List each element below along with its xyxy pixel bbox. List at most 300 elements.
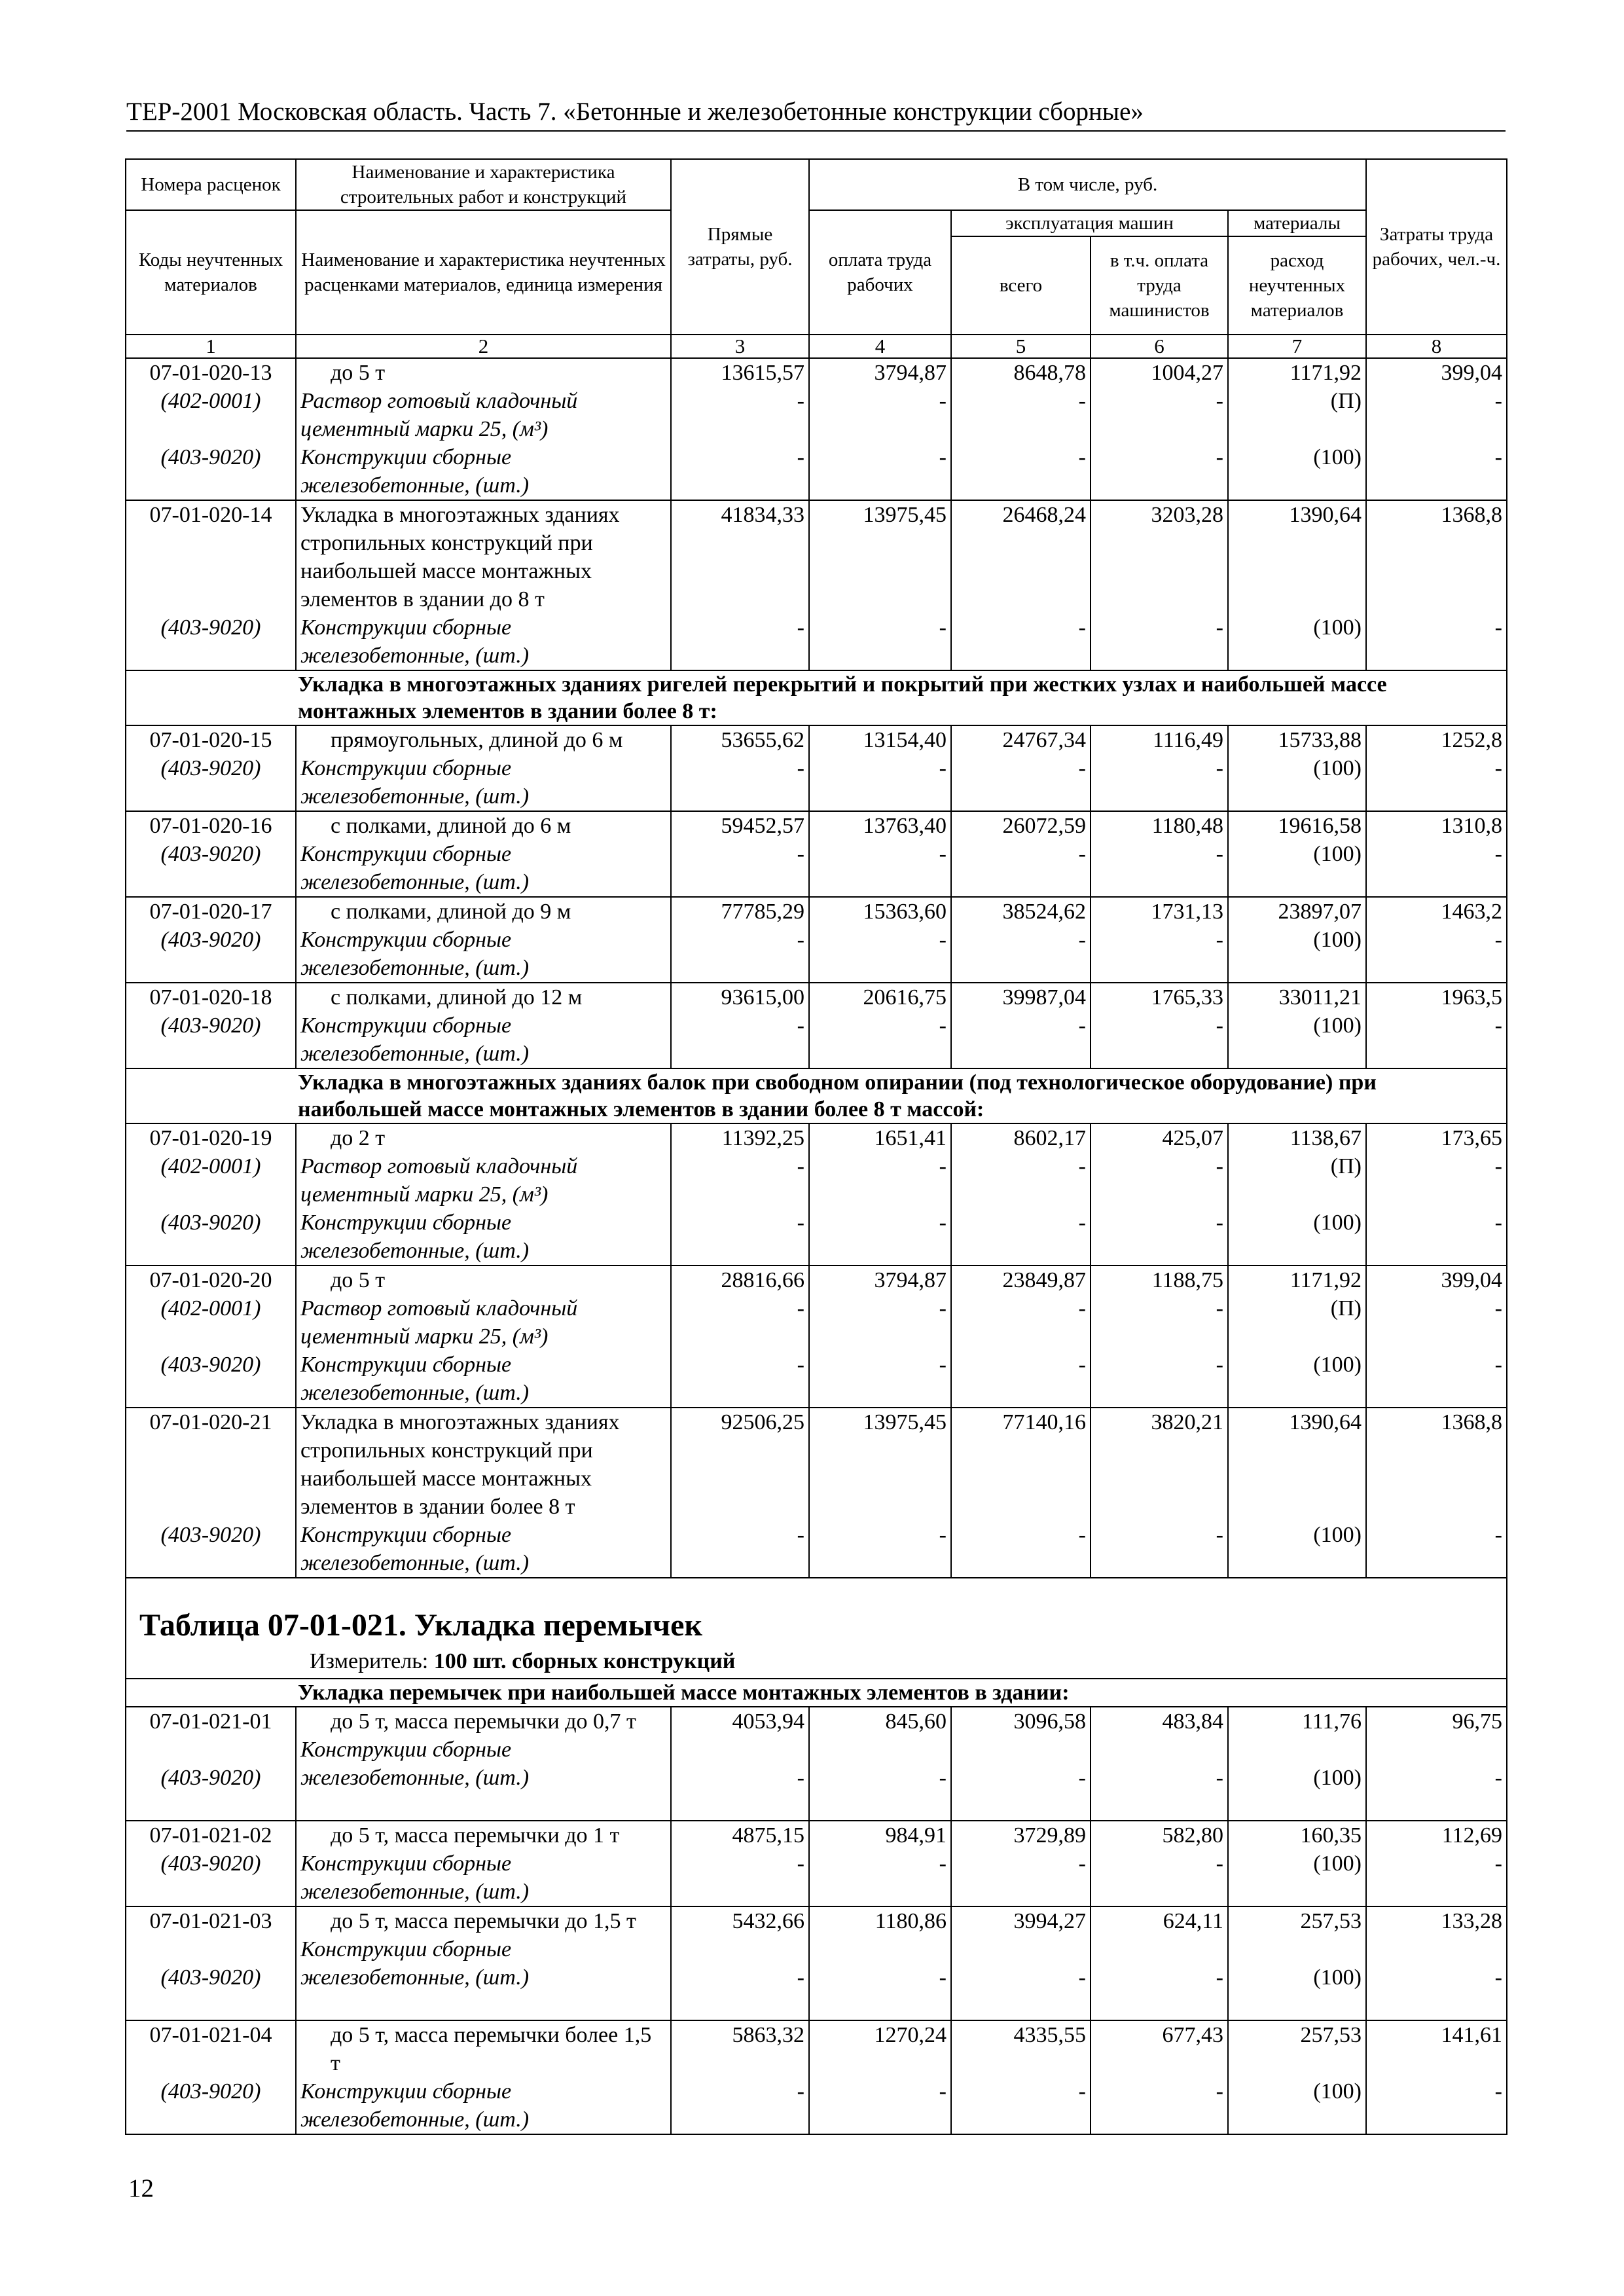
value-cell: [671, 2020, 809, 2134]
rate-row: [126, 1123, 1507, 1266]
rates-table: [125, 158, 1507, 2135]
rate-code-cell: [126, 897, 296, 983]
value-cell: [671, 1266, 809, 1408]
material-quantity: (100): [1313, 928, 1362, 952]
material-name: Конструкции сборные железобетонные, (шт.): [300, 1523, 530, 1575]
dash: -: [1216, 1851, 1223, 1876]
value-cell: [1091, 1707, 1228, 1821]
rate-value: 1390,64: [1289, 1410, 1362, 1434]
material-code: (402-0001): [160, 389, 261, 413]
rate-value: 1180,86: [875, 1909, 947, 1933]
dash: -: [1078, 928, 1086, 952]
rate-row: [126, 1821, 1507, 1906]
col1-bottom-header: Коды неучтенных материалов: [126, 210, 296, 335]
line-spacer: [956, 1792, 1086, 1820]
rate-value: 1463,2: [1441, 900, 1502, 924]
line-spacer: [1371, 557, 1502, 585]
rate-value: 141,61: [1441, 2023, 1502, 2047]
value-cell: [1228, 2020, 1366, 2134]
rate-row: [126, 897, 1507, 983]
material-name: Раствор готовый кладочный цементный марки 25, (м³): [300, 1296, 578, 1349]
value-cell: [1366, 1707, 1507, 1821]
dash: -: [1216, 1013, 1223, 1038]
rate-value: 13154,40: [863, 728, 947, 752]
value-cell: [1091, 1266, 1228, 1408]
value-cell: [1091, 983, 1228, 1068]
rate-value: 39987,04: [1002, 985, 1086, 1010]
line-spacer: [956, 471, 1086, 500]
value-cell: [1366, 1408, 1507, 1578]
line-spacer: [814, 1736, 947, 1764]
line-spacer: [1095, 1878, 1223, 1906]
rate-value: 92506,25: [721, 1410, 804, 1434]
rate-value: 77140,16: [1002, 1410, 1086, 1434]
dash: -: [797, 756, 804, 780]
line-spacer: [676, 1493, 804, 1521]
value-cell: [1366, 500, 1507, 670]
value-cell: [951, 1906, 1091, 2020]
line-spacer: [1371, 1878, 1502, 1906]
col-number: 3: [671, 335, 809, 358]
rate-value: 111,76: [1302, 1709, 1362, 1734]
line-spacer: [1233, 642, 1362, 670]
rate-value: 13615,57: [721, 361, 804, 385]
value-cell: [671, 1906, 809, 2020]
line-spacer: [130, 2105, 291, 2134]
dash: -: [1216, 445, 1223, 469]
material-name: Конструкции сборные железобетонные, (шт.): [300, 1013, 530, 1066]
rate-code-cell: [126, 725, 296, 811]
line-spacer: [814, 529, 947, 557]
col7-header: расход неучтенных материалов: [1228, 236, 1366, 335]
dash: -: [797, 389, 804, 413]
page-header: ТЕР-2001 Московская область. Часть 7. «Бетонные и железобетонные конструкции сборные»: [126, 97, 1506, 132]
line-spacer: [814, 415, 947, 443]
rate-name: до 5 т, масса перемычки более 1,5 т: [331, 2023, 652, 2075]
line-spacer: [1371, 1493, 1502, 1521]
line-spacer: [130, 1465, 291, 1493]
line-spacer: [130, 868, 291, 896]
line-spacer: [676, 1379, 804, 1407]
line-spacer: [676, 1465, 804, 1493]
material-name: Конструкции сборные железобетонные, (шт.): [300, 928, 530, 980]
rate-value: 4053,94: [732, 1709, 804, 1734]
rate-row: [126, 1906, 1507, 2020]
measure-value: 100 шт. сборных конструкций: [433, 1649, 736, 1673]
dash: -: [797, 1766, 804, 1790]
rate-name: до 5 т, масса перемычки до 0,7 т: [331, 1709, 636, 1734]
rate-value: 582,80: [1162, 1823, 1223, 1848]
dash: -: [797, 1353, 804, 1377]
line-spacer: [676, 2105, 804, 2134]
rate-value: 15363,60: [863, 900, 947, 924]
dash: -: [939, 1013, 947, 1038]
value-cell: [809, 983, 951, 1068]
material-quantity: (100): [1313, 1013, 1362, 1038]
line-spacer: [956, 1992, 1086, 2020]
value-cell: [1228, 811, 1366, 897]
line-spacer: [130, 557, 291, 585]
material-quantity: (100): [1313, 1851, 1362, 1876]
rate-name-cell: [296, 358, 671, 500]
line-spacer: [1095, 529, 1223, 557]
line-spacer: [956, 954, 1086, 982]
line-spacer: [1233, 1549, 1362, 1577]
material-name: Раствор готовый кладочный цементный марки 25, (м³): [300, 1154, 578, 1207]
line-spacer: [1233, 2049, 1362, 2077]
value-cell: [1228, 1821, 1366, 1906]
line-spacer: [130, 954, 291, 982]
line-spacer: [676, 1436, 804, 1465]
line-spacer: [956, 868, 1086, 896]
line-spacer: [130, 1736, 291, 1764]
rate-code: 07-01-020-19: [149, 1126, 272, 1150]
col1-top-header: Номера расценок: [126, 159, 296, 210]
value-cell: [951, 811, 1091, 897]
value-cell: [1091, 1408, 1228, 1578]
dash: -: [939, 756, 947, 780]
line-spacer: [130, 415, 291, 443]
rate-name: прямоугольных, длиной до 6 м: [331, 728, 623, 752]
value-cell: [1228, 983, 1366, 1068]
line-spacer: [130, 1237, 291, 1265]
line-spacer: [956, 642, 1086, 670]
line-spacer: [956, 1493, 1086, 1521]
rate-name: с полками, длиной до 9 м: [331, 900, 571, 924]
line-spacer: [1233, 782, 1362, 811]
material-name: Конструкции сборные железобетонные, (шт.): [300, 615, 530, 668]
rate-name: Укладка в многоэтажных зданиях стропильных конструкций при наибольшей массе монтажных элементов в здании до 8 т: [300, 503, 620, 611]
line-spacer: [956, 1379, 1086, 1407]
value-cell: [809, 1266, 951, 1408]
line-spacer: [956, 585, 1086, 613]
line-spacer: [1095, 1436, 1223, 1465]
dash: -: [1494, 756, 1502, 780]
rate-code: 07-01-021-02: [149, 1823, 272, 1848]
line-spacer: [1371, 1237, 1502, 1265]
line-spacer: [1371, 1180, 1502, 1209]
value-cell: [671, 811, 809, 897]
section-heading: Укладка в многоэтажных зданиях ригелей перекрытий и покрытий при жестких узлах и наибольшей массе монтажных элементов в здании более 8 т:: [126, 670, 1507, 725]
line-spacer: [956, 1322, 1086, 1351]
value-cell: [1366, 358, 1507, 500]
line-spacer: [1233, 954, 1362, 982]
rate-value: 1368,8: [1441, 1410, 1502, 1434]
rate-name-cell: [296, 1123, 671, 1266]
line-spacer: [814, 1180, 947, 1209]
dash: -: [1494, 1353, 1502, 1377]
value-cell: [1228, 500, 1366, 670]
material-name: Конструкции сборные железобетонные, (шт.): [300, 1211, 530, 1263]
line-spacer: [814, 471, 947, 500]
line-spacer: [130, 471, 291, 500]
line-spacer: [1095, 954, 1223, 982]
rate-value: 677,43: [1162, 2023, 1223, 2047]
line-spacer: [956, 1736, 1086, 1764]
line-spacer: [814, 642, 947, 670]
line-spacer: [1371, 415, 1502, 443]
dash: -: [939, 389, 947, 413]
dash: -: [1494, 1154, 1502, 1178]
value-cell: [1366, 1123, 1507, 1266]
material-code: (403-9020): [160, 1766, 261, 1790]
material-code: (403-9020): [160, 842, 261, 866]
line-spacer: [814, 1040, 947, 1068]
dash: -: [1078, 1766, 1086, 1790]
value-cell: [951, 1408, 1091, 1578]
material-quantity: (П): [1330, 389, 1362, 413]
dash: -: [1494, 615, 1502, 640]
value-cell: [671, 983, 809, 1068]
value-cell: [1091, 1906, 1228, 2020]
dash: -: [1078, 1013, 1086, 1038]
line-spacer: [1095, 1180, 1223, 1209]
dash: -: [1078, 842, 1086, 866]
material-quantity: (П): [1330, 1154, 1362, 1178]
rate-row: [126, 811, 1507, 897]
section-heading: Укладка в многоэтажных зданиях балок при свободном опирании (под технологическое оборудование) при наибольшей массе монтажных элементов в здании более 8 т массой:: [126, 1068, 1507, 1123]
rate-value: 257,53: [1300, 2023, 1362, 2047]
rate-code-cell: [126, 1906, 296, 2020]
rate-value: 160,35: [1300, 1823, 1362, 1848]
dash: -: [797, 2079, 804, 2104]
dash: -: [1216, 1296, 1223, 1321]
dash: -: [1078, 1965, 1086, 1990]
rate-value: 19616,58: [1278, 814, 1362, 838]
line-spacer: [1095, 782, 1223, 811]
dash: -: [1494, 928, 1502, 952]
rate-value: 26468,24: [1002, 503, 1086, 527]
line-spacer: [1371, 585, 1502, 613]
col-number: 5: [951, 335, 1091, 358]
line-spacer: [1233, 415, 1362, 443]
line-spacer: [1233, 1736, 1362, 1764]
materials-header: материалы: [1228, 210, 1366, 236]
section-heading: Укладка перемычек при наибольшей массе монтажных элементов в здании:: [126, 1679, 1507, 1707]
line-spacer: [1233, 471, 1362, 500]
rate-code: 07-01-020-21: [149, 1410, 272, 1434]
rate-value: 173,65: [1441, 1126, 1502, 1150]
rate-value: 23849,87: [1002, 1268, 1086, 1292]
dash: -: [1216, 1965, 1223, 1990]
rate-name: с полками, длиной до 12 м: [331, 985, 583, 1010]
rate-value: 5432,66: [732, 1909, 804, 1933]
dash: -: [1494, 1766, 1502, 1790]
line-spacer: [1095, 642, 1223, 670]
dash: -: [1078, 445, 1086, 469]
line-spacer: [1095, 868, 1223, 896]
group-header: В том числе, руб.: [809, 159, 1366, 210]
value-cell: [1091, 1821, 1228, 1906]
line-spacer: [1371, 1792, 1502, 1820]
rate-name-cell: [296, 1707, 671, 1821]
line-spacer: [1371, 1379, 1502, 1407]
dash: -: [1494, 1211, 1502, 1235]
line-spacer: [1233, 1792, 1362, 1820]
rate-value: 1390,64: [1289, 503, 1362, 527]
material-name: Конструкции сборные железобетонные, (шт.): [300, 2079, 530, 2132]
line-spacer: [814, 1549, 947, 1577]
line-spacer: [814, 1322, 947, 1351]
value-cell: [809, 1906, 951, 2020]
line-spacer: [956, 1040, 1086, 1068]
value-cell: [951, 897, 1091, 983]
value-cell: [671, 897, 809, 983]
rate-code-cell: [126, 1408, 296, 1578]
col-number: 1: [126, 335, 296, 358]
value-cell: [1228, 1123, 1366, 1266]
material-name: Конструкции сборные железобетонные, (шт.): [300, 756, 530, 809]
rate-value: 483,84: [1162, 1709, 1223, 1734]
rate-value: 1765,33: [1151, 985, 1223, 1010]
line-spacer: [956, 1436, 1086, 1465]
line-spacer: [1371, 2105, 1502, 2134]
line-spacer: [814, 1436, 947, 1465]
line-spacer: [130, 585, 291, 613]
rate-value: 4335,55: [1013, 2023, 1086, 2047]
line-spacer: [676, 1792, 804, 1820]
line-spacer: [956, 415, 1086, 443]
dash: -: [939, 1154, 947, 1178]
line-spacer: [676, 954, 804, 982]
dash: -: [1216, 928, 1223, 952]
line-spacer: [1233, 1878, 1362, 1906]
rate-name: до 2 т: [331, 1126, 386, 1150]
machines-header: эксплуатация машин: [951, 210, 1228, 236]
material-code: (403-9020): [160, 1965, 261, 1990]
line-spacer: [130, 1549, 291, 1577]
dash: -: [1216, 615, 1223, 640]
value-cell: [951, 2020, 1091, 2134]
dash: -: [939, 842, 947, 866]
value-cell: [1091, 811, 1228, 897]
rate-value: 33011,21: [1278, 985, 1362, 1010]
dash: -: [797, 1154, 804, 1178]
line-spacer: [956, 2049, 1086, 2077]
dash: -: [1216, 2079, 1223, 2104]
value-cell: [1366, 1906, 1507, 2020]
rate-value: 257,53: [1300, 1909, 1362, 1933]
line-spacer: [1095, 471, 1223, 500]
value-cell: [951, 358, 1091, 500]
value-cell: [1091, 500, 1228, 670]
rate-row: [126, 358, 1507, 500]
value-cell: [671, 500, 809, 670]
value-cell: [951, 983, 1091, 1068]
value-cell: [1366, 983, 1507, 1068]
material-code: (403-9020): [160, 928, 261, 952]
material-code: (403-9020): [160, 1523, 261, 1547]
page-number: 12: [128, 2174, 154, 2202]
rate-name: с полками, длиной до 6 м: [331, 814, 571, 838]
dash: -: [1078, 1353, 1086, 1377]
value-cell: [1091, 897, 1228, 983]
rate-value: 1731,13: [1151, 900, 1223, 924]
line-spacer: [130, 1040, 291, 1068]
value-cell: [951, 1707, 1091, 1821]
line-spacer: [1095, 557, 1223, 585]
value-cell: [1366, 1821, 1507, 1906]
line-spacer: [676, 1549, 804, 1577]
line-spacer: [1233, 557, 1362, 585]
rate-code: 07-01-020-13: [149, 361, 272, 385]
rate-value: 1004,27: [1151, 361, 1223, 385]
line-spacer: [130, 1992, 291, 2020]
material-quantity: (100): [1313, 2079, 1362, 2104]
line-spacer: [956, 1549, 1086, 1577]
line-spacer: [814, 1992, 947, 2020]
value-cell: [951, 1821, 1091, 1906]
material-quantity: (100): [1313, 445, 1362, 469]
line-spacer: [130, 1935, 291, 1963]
line-spacer: [1371, 782, 1502, 811]
rate-code: 07-01-020-18: [149, 985, 272, 1010]
dash: -: [939, 2079, 947, 2104]
value-cell: [809, 1821, 951, 1906]
dash: -: [939, 1965, 947, 1990]
line-spacer: [814, 954, 947, 982]
line-spacer: [1233, 1436, 1362, 1465]
rate-value: 41834,33: [721, 503, 804, 527]
table-2-measure: [126, 1645, 1506, 1678]
line-spacer: [814, 868, 947, 896]
line-spacer: [1095, 2105, 1223, 2134]
line-spacer: [1233, 1493, 1362, 1521]
table-2-caption: [126, 1578, 1507, 1679]
rate-value: 1180,48: [1151, 814, 1223, 838]
line-spacer: [814, 1237, 947, 1265]
col3-header: Прямые затраты, руб.: [671, 159, 809, 335]
rate-name: до 5 т, масса перемычки до 1,5 т: [331, 1909, 636, 1933]
line-spacer: [1233, 1180, 1362, 1209]
rate-value: 5863,32: [732, 2023, 804, 2047]
rate-code-cell: [126, 500, 296, 670]
rate-value: 984,91: [885, 1823, 947, 1848]
line-spacer: [676, 642, 804, 670]
rate-row: [126, 1707, 1507, 1821]
line-spacer: [676, 1935, 804, 1963]
material-code: (402-0001): [160, 1154, 261, 1178]
line-spacer: [956, 557, 1086, 585]
value-cell: [951, 500, 1091, 670]
col-number: 8: [1366, 335, 1507, 358]
line-spacer: [956, 1180, 1086, 1209]
line-spacer: [676, 1992, 804, 2020]
value-cell: [1228, 1266, 1366, 1408]
rate-value: 77785,29: [721, 900, 804, 924]
value-cell: [1228, 1408, 1366, 1578]
rate-value: 1310,8: [1441, 814, 1502, 838]
value-cell: [809, 897, 951, 983]
line-spacer: [676, 782, 804, 811]
dash: -: [1494, 1013, 1502, 1038]
value-cell: [951, 1123, 1091, 1266]
value-cell: [809, 1408, 951, 1578]
line-spacer: [676, 1322, 804, 1351]
rate-code: 07-01-020-16: [149, 814, 272, 838]
line-spacer: [676, 585, 804, 613]
value-cell: [809, 500, 951, 670]
line-spacer: [1233, 1322, 1362, 1351]
rate-value: 4875,15: [732, 1823, 804, 1848]
value-cell: [1228, 725, 1366, 811]
line-spacer: [1371, 2049, 1502, 2077]
material-name: Конструкции сборные железобетонные, (шт.): [300, 1851, 530, 1904]
dash: -: [1216, 756, 1223, 780]
dash: -: [797, 842, 804, 866]
value-cell: [671, 725, 809, 811]
dash: -: [1216, 1523, 1223, 1547]
